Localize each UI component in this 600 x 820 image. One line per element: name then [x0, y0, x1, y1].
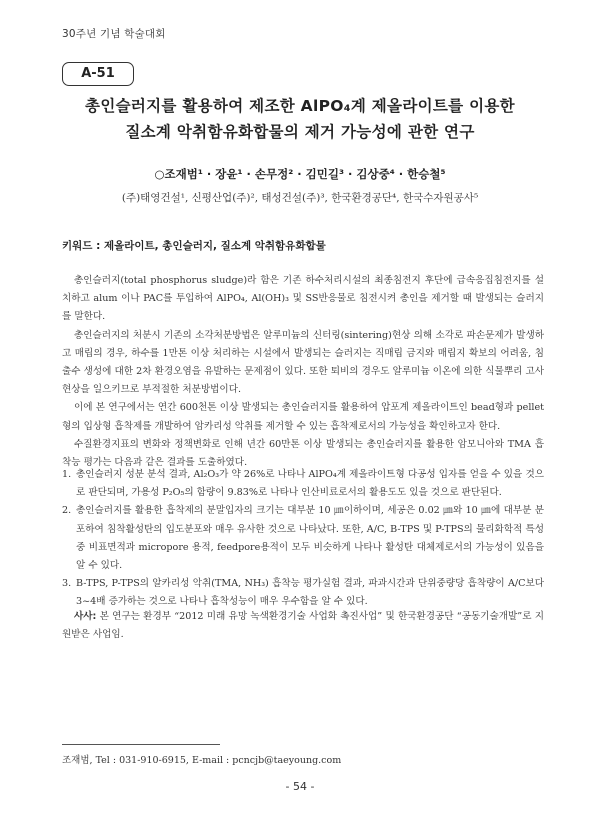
acknowledgement [62, 608, 544, 644]
paper-title-line-2: 질소계 악취함유화합물의 제거 가능성에 관한 연구 [125, 123, 475, 141]
intro-paragraph: 총인슬러지(total phosphorus sludge)라 함은 기존 하수처리시설의 최종침전지 후단에 급속응집침전지를 설치하고 alum 이나 PAC를 투입하여 AlPO₄, Al(OH)₃ 및 SS반응물로 침전시켜 총인을 제거할 때 발생되는 슬러지를 말한다. [62, 275, 544, 323]
author-list: ○조재범¹ · 장윤¹ · 손무정² · 김민길³ · 김상중⁴ · 한승철⁵ [154, 167, 446, 181]
paper-code-badge: A-51 [62, 62, 134, 86]
result-text: 총인슬러지를 활용한 흡착제의 분말입자의 크기는 대부분 10 ㎛이하이며, 세공은 0.02 ㎛와 10 ㎛에 대부분 분포하여 침착활성탄의 입도분포와 매우 유사한 것으로 나타났다. 또한, A/C, B-TPS 및 P-TPS의 물리화학적 특성 중 비표면적과 micropore 용적, feedpore용적이 모두 비슷하게 나타나 활성탄 대체제로서의 가능성이 있음을 알 수 있다. [76, 505, 544, 572]
footnote-divider [62, 744, 220, 745]
running-head: 30주년 기념 학술대회 [62, 28, 166, 40]
result-text: 총인슬러지 성분 분석 결과, Al₂O₃가 약 26%로 나타나 AlPO₄계 제올라이트형 다공성 입자를 얻을 수 있을 것으로 판단되며, 가용성 P₂O₅의 함량이 9.83%로 나타나 인산비료로서의 활용도도 있을 것으로 판단된다. [76, 469, 544, 499]
intro-paragraph: 총인슬러지의 처분시 기존의 소각처분방법은 알루미늄의 신터링(sintering)현상 의해 소각로 파손문제가 발생하고 매립의 경우, 하수를 1만톤 이상 처리하는 시설에서 발생되는 슬러지는 직매립 금지와 매립지 확보의 어려움, 침출수 생성에 대한 2차 환경오염을 유발하는 문제점이 있다. 또한 퇴비의 경우도 알루미늄 이온에 의한 식물뿌리 고사현상을 일으키므로 부적절한 처분방법이다. [62, 329, 544, 396]
result-item [62, 502, 544, 575]
keywords: 키워드 : 제올라이트, 총인슬러지, 질소계 악취함유화합물 [62, 240, 326, 252]
result-item [62, 466, 544, 502]
intro-paragraph: 이에 본 연구에서는 연간 600천톤 이상 발생되는 총인슬러지를 활용하여 압포계 제올라이트인 bead형과 pellet형의 입상형 흡착제를 개발하여 암카리성 악취를 제거할 수 있는 흡착제로서의 가능성을 확인하고자 한다. [62, 402, 544, 432]
paper-title-line-1: 총인슬러지를 활용하여 제조한 AlPO₄계 제올라이트를 이용한 [85, 97, 515, 115]
intro-paragraph: 수질환경지표의 변화와 정책변화로 인해 년간 60만톤 이상 발생되는 총인슬러지를 활용한 암모니아와 TMA 흡착능 평가는 다음과 같은 결과를 도출하였다. [62, 438, 544, 469]
result-text: B-TPS, P-TPS의 알카리성 악취(TMA, NH₃) 흡착능 평가실험 결과, 파과시간과 단위중량당 흡착량이 A/C보다 3~4배 증가하는 것으로 나타나 흡착성능이 매우 우수함을 알 수 있다. [76, 578, 544, 608]
footnote: 조재범, Tel : 031-910-6915, E-mail : pcncjb@taeyoung.com [62, 755, 342, 766]
result-item [62, 575, 544, 611]
result-number: 2. [62, 505, 72, 517]
result-number: 1. [62, 469, 72, 480]
result-number: 3. [62, 578, 72, 590]
results-list [62, 466, 544, 612]
acknowledgement-label: 사사: [74, 611, 97, 622]
page-number: - 54 - [285, 780, 315, 793]
intro-section [62, 272, 544, 472]
affiliation-list: (주)태영건설¹, 신평산업(주)², 태성건설(주)³, 한국환경공단⁴, 한국수자원공사⁵ [121, 192, 479, 204]
acknowledgement-text: 본 연구는 환경부 “2012 미래 유망 녹색환경기술 사업화 촉진사업” 및 한국환경공단 “공동기술개발”로 지원받은 사업임. [62, 611, 544, 641]
